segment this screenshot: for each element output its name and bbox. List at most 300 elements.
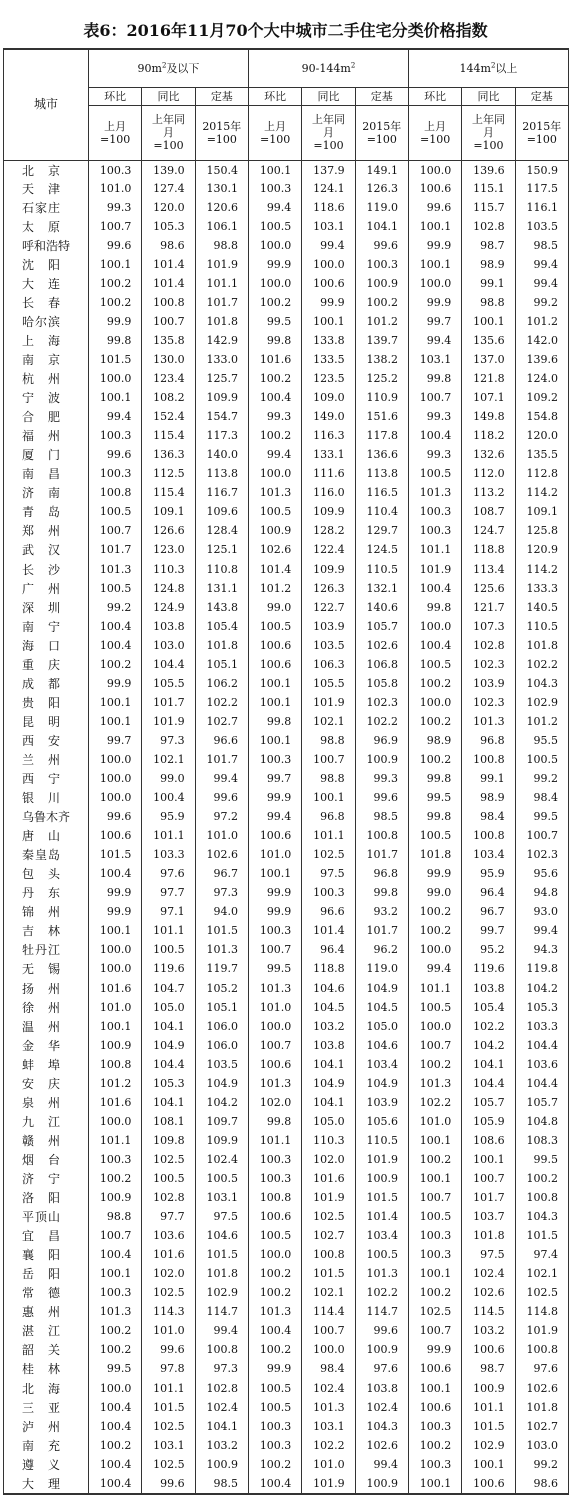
index-value: 111.6	[302, 465, 355, 484]
index-value: 100.5	[248, 1398, 301, 1417]
index-value: 95.5	[515, 731, 568, 750]
index-value: 99.2	[515, 293, 568, 312]
index-value: 102.7	[195, 712, 248, 731]
index-value: 96.8	[355, 865, 408, 884]
index-value: 99.5	[248, 312, 301, 331]
index-value: 99.2	[89, 598, 142, 617]
index-value: 100.9	[355, 1169, 408, 1188]
index-value: 131.1	[195, 579, 248, 598]
table-row	[4, 941, 569, 960]
index-value: 101.7	[355, 846, 408, 865]
index-value: 103.1	[302, 1417, 355, 1436]
index-value: 98.7	[462, 1360, 515, 1379]
index-value: 102.2	[462, 1017, 515, 1036]
index-value: 104.6	[355, 1036, 408, 1055]
sub-header: 同比	[302, 87, 355, 105]
index-value: 100.3	[408, 1455, 461, 1474]
city-column-header: 城市	[4, 49, 89, 160]
city-name: 徐州	[4, 998, 89, 1017]
city-name: 襄阳	[4, 1246, 89, 1265]
index-value: 100.7	[408, 1036, 461, 1055]
index-value: 100.1	[408, 1169, 461, 1188]
table-row	[4, 903, 569, 922]
index-value: 101.1	[302, 827, 355, 846]
table-row	[4, 579, 569, 598]
index-value: 98.4	[515, 789, 568, 808]
index-value: 95.6	[515, 865, 568, 884]
index-value: 101.3	[195, 941, 248, 960]
index-value: 101.2	[248, 579, 301, 598]
index-value: 105.2	[195, 979, 248, 998]
table-row	[4, 1169, 569, 1188]
index-value: 105.3	[142, 217, 195, 236]
index-value: 117.5	[515, 179, 568, 198]
index-value: 101.6	[89, 1093, 142, 1112]
index-value: 122.4	[302, 541, 355, 560]
index-value: 104.1	[355, 217, 408, 236]
index-value: 100.7	[248, 941, 301, 960]
index-value: 102.4	[195, 1398, 248, 1417]
index-value: 101.1	[462, 1398, 515, 1417]
index-value: 124.9	[142, 598, 195, 617]
index-value: 100.4	[89, 1246, 142, 1265]
index-value: 103.2	[302, 1017, 355, 1036]
index-value: 100.3	[248, 922, 301, 941]
index-value: 104.1	[195, 1417, 248, 1436]
index-value: 109.9	[195, 389, 248, 408]
index-value: 103.4	[462, 846, 515, 865]
index-value: 100.6	[408, 179, 461, 198]
index-value: 100.2	[408, 903, 461, 922]
index-value: 99.6	[195, 789, 248, 808]
index-value: 103.1	[142, 1436, 195, 1455]
sub-header: 定基	[515, 87, 568, 105]
index-value: 102.6	[248, 541, 301, 560]
city-name: 扬州	[4, 979, 89, 998]
price-index-table	[3, 48, 569, 1495]
index-value: 100.0	[89, 1112, 142, 1131]
index-value: 99.1	[462, 274, 515, 293]
table-row	[4, 1189, 569, 1208]
index-value: 154.7	[195, 408, 248, 427]
index-value: 101.6	[142, 1246, 195, 1265]
index-value: 104.1	[142, 1017, 195, 1036]
index-value: 105.0	[302, 1112, 355, 1131]
city-name: 杭州	[4, 370, 89, 389]
index-value: 100.8	[142, 293, 195, 312]
table-row	[4, 750, 569, 769]
index-value: 100.2	[408, 1284, 461, 1303]
index-value: 99.5	[248, 960, 301, 979]
table-row	[4, 484, 569, 503]
index-value: 101.3	[248, 484, 301, 503]
index-value: 97.1	[142, 903, 195, 922]
index-value: 104.2	[462, 1036, 515, 1055]
index-value: 104.6	[302, 979, 355, 998]
index-value: 104.4	[462, 1074, 515, 1093]
city-name: 贵阳	[4, 693, 89, 712]
index-value: 97.6	[142, 865, 195, 884]
index-value: 140.5	[515, 598, 568, 617]
table-row	[4, 1455, 569, 1474]
index-value: 100.3	[248, 179, 301, 198]
index-value: 100.1	[302, 312, 355, 331]
index-value: 97.2	[195, 808, 248, 827]
city-name: 泉州	[4, 1093, 89, 1112]
index-value: 102.7	[302, 1227, 355, 1246]
table-row	[4, 541, 569, 560]
city-name: 南京	[4, 350, 89, 369]
city-name: 广州	[4, 579, 89, 598]
city-name: 大理	[4, 1474, 89, 1494]
index-value: 99.8	[89, 331, 142, 350]
index-value: 99.9	[89, 312, 142, 331]
index-value: 104.4	[142, 655, 195, 674]
index-value: 125.7	[195, 370, 248, 389]
index-value: 104.4	[515, 1036, 568, 1055]
sub-header: 定基	[355, 87, 408, 105]
index-value: 101.8	[195, 636, 248, 655]
table-row	[4, 427, 569, 446]
index-value: 110.9	[355, 389, 408, 408]
index-value: 149.8	[462, 408, 515, 427]
index-value: 100.5	[89, 579, 142, 598]
index-value: 138.2	[355, 350, 408, 369]
index-value: 117.3	[195, 427, 248, 446]
index-value: 132.6	[462, 446, 515, 465]
index-value: 99.4	[302, 236, 355, 255]
index-value: 100.8	[89, 1055, 142, 1074]
city-name: 昆明	[4, 712, 89, 731]
index-value: 98.6	[142, 236, 195, 255]
index-value: 100.1	[89, 389, 142, 408]
table-row	[4, 160, 569, 179]
index-value: 99.7	[89, 731, 142, 750]
city-name: 湛江	[4, 1322, 89, 1341]
index-value: 99.7	[462, 922, 515, 941]
index-value: 101.7	[462, 1189, 515, 1208]
index-value: 120.0	[142, 198, 195, 217]
sub-header: 环比	[89, 87, 142, 105]
index-value: 93.0	[515, 903, 568, 922]
table-row	[4, 274, 569, 293]
index-value: 100.9	[195, 1455, 248, 1474]
index-value: 119.6	[142, 960, 195, 979]
index-value: 103.5	[302, 636, 355, 655]
city-name: 丹东	[4, 884, 89, 903]
index-value: 98.4	[302, 1360, 355, 1379]
index-value: 104.9	[355, 979, 408, 998]
index-value: 100.0	[248, 465, 301, 484]
index-value: 100.4	[89, 617, 142, 636]
table-row	[4, 465, 569, 484]
index-value: 100.1	[89, 712, 142, 731]
index-value: 114.4	[302, 1303, 355, 1322]
index-value: 105.3	[142, 1074, 195, 1093]
index-value: 149.0	[302, 408, 355, 427]
city-name: 三亚	[4, 1398, 89, 1417]
index-value: 99.4	[248, 446, 301, 465]
index-value: 98.9	[462, 255, 515, 274]
table-row	[4, 1474, 569, 1494]
index-value: 100.0	[89, 370, 142, 389]
index-value: 109.9	[302, 560, 355, 579]
index-value: 99.3	[408, 446, 461, 465]
table-row	[4, 1208, 569, 1227]
index-value: 102.5	[302, 846, 355, 865]
index-value: 99.8	[408, 598, 461, 617]
city-name: 成都	[4, 674, 89, 693]
index-value: 99.8	[408, 370, 461, 389]
index-value: 99.4	[248, 198, 301, 217]
index-value: 100.2	[248, 1284, 301, 1303]
index-value: 99.9	[248, 255, 301, 274]
index-value: 104.5	[302, 998, 355, 1017]
index-value: 100.0	[248, 1017, 301, 1036]
index-value: 101.2	[89, 1074, 142, 1093]
index-value: 102.6	[355, 636, 408, 655]
index-value: 103.8	[355, 1379, 408, 1398]
index-value: 99.9	[89, 674, 142, 693]
index-value: 101.6	[248, 350, 301, 369]
index-value: 121.7	[462, 598, 515, 617]
city-name: 福州	[4, 427, 89, 446]
index-value: 128.4	[195, 522, 248, 541]
index-value: 100.3	[408, 1417, 461, 1436]
index-value: 100.0	[89, 1379, 142, 1398]
index-value: 94.3	[515, 941, 568, 960]
index-value: 100.2	[408, 1150, 461, 1169]
index-value: 110.5	[355, 560, 408, 579]
index-value: 101.3	[89, 560, 142, 579]
table-row	[4, 1036, 569, 1055]
index-value: 100.8	[515, 1189, 568, 1208]
index-value: 104.3	[515, 674, 568, 693]
index-value: 112.8	[515, 465, 568, 484]
index-value: 100.2	[515, 1169, 568, 1188]
index-value: 101.1	[248, 1131, 301, 1150]
index-value: 105.0	[355, 1017, 408, 1036]
index-value: 101.5	[515, 1227, 568, 1246]
index-value: 100.4	[89, 1474, 142, 1494]
index-value: 102.4	[302, 1379, 355, 1398]
index-value: 96.9	[355, 731, 408, 750]
index-value: 104.9	[195, 1074, 248, 1093]
index-value: 101.5	[89, 350, 142, 369]
index-value: 124.1	[302, 179, 355, 198]
city-name: 合肥	[4, 408, 89, 427]
index-value: 97.7	[142, 1208, 195, 1227]
index-value: 103.8	[462, 979, 515, 998]
index-value: 97.4	[515, 1246, 568, 1265]
index-value: 116.3	[302, 427, 355, 446]
index-value: 100.1	[89, 1265, 142, 1284]
index-value: 100.3	[89, 1284, 142, 1303]
index-value: 103.8	[302, 1036, 355, 1055]
index-value: 99.9	[248, 1360, 301, 1379]
table-row	[4, 1227, 569, 1246]
table-row	[4, 770, 569, 789]
index-value: 99.3	[355, 770, 408, 789]
index-value: 100.8	[248, 1189, 301, 1208]
index-value: 98.5	[355, 808, 408, 827]
index-value: 101.7	[142, 693, 195, 712]
index-value: 127.4	[142, 179, 195, 198]
index-value: 100.0	[408, 617, 461, 636]
index-value: 100.9	[355, 274, 408, 293]
index-value: 104.2	[515, 979, 568, 998]
index-value: 130.0	[142, 350, 195, 369]
index-value: 99.5	[515, 1150, 568, 1169]
table-row	[4, 789, 569, 808]
city-name: 兰州	[4, 750, 89, 769]
base-header: 上年同 月 =100	[302, 105, 355, 160]
index-value: 101.8	[195, 1265, 248, 1284]
index-value: 99.8	[355, 884, 408, 903]
index-value: 101.3	[462, 712, 515, 731]
index-value: 99.9	[408, 236, 461, 255]
index-value: 102.0	[248, 1093, 301, 1112]
index-value: 115.4	[142, 484, 195, 503]
city-name: 上海	[4, 331, 89, 350]
index-value: 105.7	[462, 1093, 515, 1112]
index-value: 100.0	[248, 236, 301, 255]
index-value: 100.1	[248, 674, 301, 693]
index-value: 105.9	[462, 1112, 515, 1131]
base-header: 上年同 月 =100	[462, 105, 515, 160]
index-value: 100.2	[89, 274, 142, 293]
index-value: 94.0	[195, 903, 248, 922]
index-value: 101.0	[408, 1112, 461, 1131]
index-value: 126.3	[355, 179, 408, 198]
city-name: 呼和浩特	[4, 236, 89, 255]
index-value: 101.9	[355, 1150, 408, 1169]
city-name: 温州	[4, 1017, 89, 1036]
city-name: 天津	[4, 179, 89, 198]
base-header: 2015年 =100	[355, 105, 408, 160]
index-value: 100.8	[195, 1341, 248, 1360]
table-row	[4, 1074, 569, 1093]
index-value: 100.6	[462, 1341, 515, 1360]
city-name: 郑州	[4, 522, 89, 541]
index-value: 124.5	[355, 541, 408, 560]
index-value: 108.6	[462, 1131, 515, 1150]
city-name: 秦皇岛	[4, 846, 89, 865]
index-value: 151.6	[355, 408, 408, 427]
index-value: 105.0	[142, 998, 195, 1017]
index-value: 101.9	[515, 1322, 568, 1341]
index-value: 100.0	[89, 770, 142, 789]
index-value: 101.0	[89, 179, 142, 198]
index-value: 114.2	[515, 560, 568, 579]
index-value: 101.4	[302, 922, 355, 941]
index-value: 102.5	[142, 1284, 195, 1303]
index-value: 126.6	[142, 522, 195, 541]
index-value: 105.5	[302, 674, 355, 693]
index-value: 100.1	[89, 1017, 142, 1036]
index-value: 101.9	[302, 1474, 355, 1494]
index-value: 101.7	[195, 293, 248, 312]
index-value: 100.6	[248, 827, 301, 846]
index-value: 100.1	[248, 865, 301, 884]
index-value: 100.1	[408, 217, 461, 236]
index-value: 142.0	[515, 331, 568, 350]
index-value: 100.8	[355, 827, 408, 846]
index-value: 103.6	[515, 1055, 568, 1074]
index-value: 100.3	[408, 1227, 461, 1246]
index-value: 101.1	[408, 979, 461, 998]
index-value: 129.7	[355, 522, 408, 541]
index-value: 100.4	[408, 427, 461, 446]
index-value: 97.7	[142, 884, 195, 903]
index-value: 101.3	[355, 1265, 408, 1284]
index-value: 103.0	[142, 636, 195, 655]
index-value: 119.6	[462, 960, 515, 979]
table-row	[4, 884, 569, 903]
city-name: 太原	[4, 217, 89, 236]
index-value: 100.6	[408, 1398, 461, 1417]
index-value: 100.8	[462, 750, 515, 769]
index-value: 119.0	[355, 960, 408, 979]
city-name: 宜昌	[4, 1227, 89, 1246]
index-value: 100.2	[355, 293, 408, 312]
index-value: 102.1	[302, 1284, 355, 1303]
base-header: 2015年 =100	[515, 105, 568, 160]
table-row	[4, 1341, 569, 1360]
index-value: 100.3	[355, 255, 408, 274]
city-name: 长沙	[4, 560, 89, 579]
index-value: 103.1	[195, 1189, 248, 1208]
index-value: 100.0	[248, 274, 301, 293]
city-name: 哈尔滨	[4, 312, 89, 331]
index-value: 105.5	[142, 674, 195, 693]
index-value: 100.7	[408, 1189, 461, 1208]
table-row	[4, 1436, 569, 1455]
city-name: 牡丹江	[4, 941, 89, 960]
index-value: 110.3	[142, 560, 195, 579]
index-value: 101.3	[89, 1303, 142, 1322]
index-value: 101.7	[355, 922, 408, 941]
index-value: 101.3	[248, 1074, 301, 1093]
index-value: 100.3	[89, 465, 142, 484]
index-value: 101.0	[248, 846, 301, 865]
index-value: 136.6	[355, 446, 408, 465]
index-value: 101.5	[89, 846, 142, 865]
index-value: 98.9	[408, 731, 461, 750]
index-value: 101.7	[195, 750, 248, 769]
index-value: 102.8	[195, 1379, 248, 1398]
index-value: 103.4	[355, 1055, 408, 1074]
index-value: 103.1	[408, 350, 461, 369]
city-name: 厦门	[4, 446, 89, 465]
index-value: 96.7	[195, 865, 248, 884]
index-value: 100.5	[248, 1379, 301, 1398]
index-value: 100.1	[248, 693, 301, 712]
index-value: 115.7	[462, 198, 515, 217]
index-value: 101.0	[89, 998, 142, 1017]
index-value: 109.9	[195, 1131, 248, 1150]
index-value: 101.9	[142, 712, 195, 731]
index-value: 100.7	[142, 312, 195, 331]
index-value: 105.1	[195, 655, 248, 674]
index-value: 115.1	[462, 179, 515, 198]
index-value: 104.3	[355, 1417, 408, 1436]
table-row	[4, 350, 569, 369]
index-value: 101.8	[195, 312, 248, 331]
index-value: 118.8	[462, 541, 515, 560]
index-value: 103.1	[302, 217, 355, 236]
index-value: 100.0	[408, 160, 461, 179]
